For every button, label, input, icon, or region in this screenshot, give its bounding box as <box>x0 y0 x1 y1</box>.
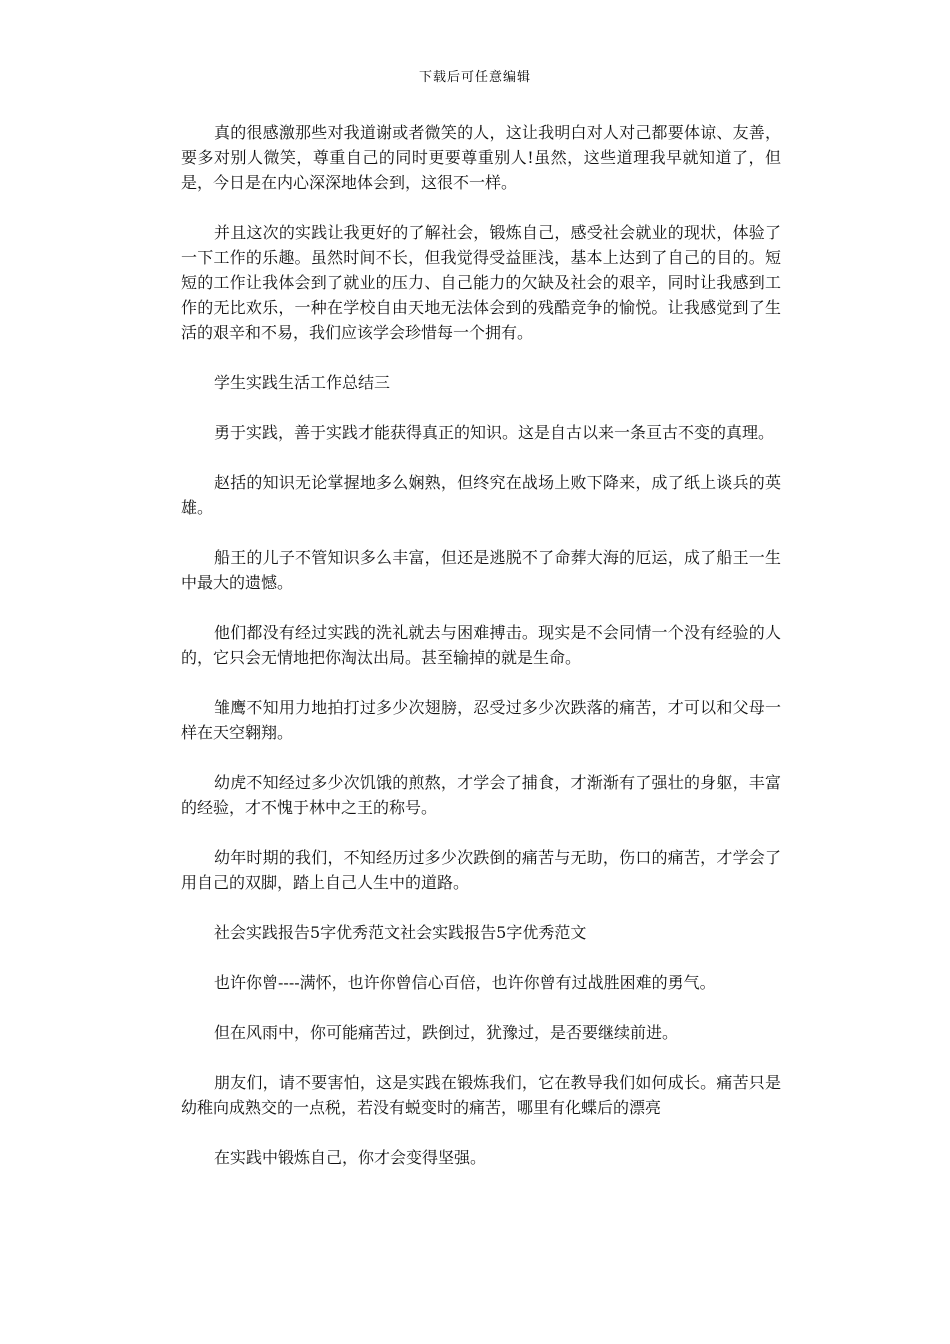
page-header: 下载后可任意编辑 <box>418 70 531 85</box>
paragraph-1: 真的很感激那些对我道谢或者微笑的人，这让我明白对人对己都要体谅、友善，要多对别人微笑，尊重自己的同时更要尊重别人!虽然，这些道理我早就知道了，但是，今日是在内心深深地体会到，这很不一样。 <box>181 123 781 192</box>
paragraph-6: 船王的儿子不管知识多么丰富，但还是逃脱不了命葬大海的厄运，成了船王一生中最大的遗憾。 <box>181 548 781 592</box>
paragraph-12: 也许你曾----满怀，也许你曾信心百倍，也许你曾有过战胜困难的勇气。 <box>214 973 716 992</box>
paragraph-9: 幼虎不知经过多少次饥饿的煎熬，才学会了捕食，才渐渐有了强壮的身躯，丰富的经验，才不愧于林中之王的称号。 <box>181 773 781 817</box>
paragraph-15: 在实践中锻炼自己，你才会变得坚强。 <box>214 1148 487 1167</box>
paragraph-13: 但在风雨中，你可能痛苦过，跌倒过，犹豫过，是否要继续前进。 <box>214 1023 679 1042</box>
section-heading: 学生实践生活工作总结三 <box>214 373 391 392</box>
paragraph-7: 他们都没有经过实践的洗礼就去与困难搏击。现实是不会同情一个没有经验的人的，它只会无情地把你淘汰出局。甚至输掉的就是生命。 <box>181 623 781 667</box>
paragraph-8: 雏鹰不知用力地拍打过多少次翅膀，忍受过多少次跌落的痛苦，才可以和父母一样在天空翱翔。 <box>181 698 781 742</box>
paragraph-5: 赵括的知识无论掌握地多么娴熟，但终究在战场上败下降来，成了纸上谈兵的英雄。 <box>181 473 781 517</box>
paragraph-14: 朋友们，请不要害怕，这是实践在锻炼我们，它在教导我们如何成长。痛苦只是幼稚向成熟交的一点税，若没有蜕变时的痛苦，哪里有化蝶后的漂亮 <box>181 1073 781 1117</box>
paragraph-4: 勇于实践，善于实践才能获得真正的知识。这是自古以来一条亘古不变的真理。 <box>214 423 775 442</box>
document-body <box>181 120 781 1195</box>
paragraph-2: 并且这次的实践让我更好的了解社会，锻炼自己，感受社会就业的现状，体验了一下工作的乐趣。虽然时间不长，但我觉得受益匪浅，基本上达到了自己的目的。短短的工作让我体会到了就业的压力、自己能力的欠缺及社会的艰辛，同时让我感到工作的无比欢乐，一种在学校自由天地无法体会到的残酷竞争的愉悦。让我感觉到了生活的艰辛和不易，我们应该学会珍惜每一个拥有。 <box>181 223 781 342</box>
paragraph-10: 幼年时期的我们，不知经历过多少次跌倒的痛苦与无助，伤口的痛苦，才学会了用自己的双脚，踏上自己人生中的道路。 <box>181 848 781 892</box>
section-heading-2: 社会实践报告5字优秀范文社会实践报告5字优秀范文 <box>214 923 587 942</box>
